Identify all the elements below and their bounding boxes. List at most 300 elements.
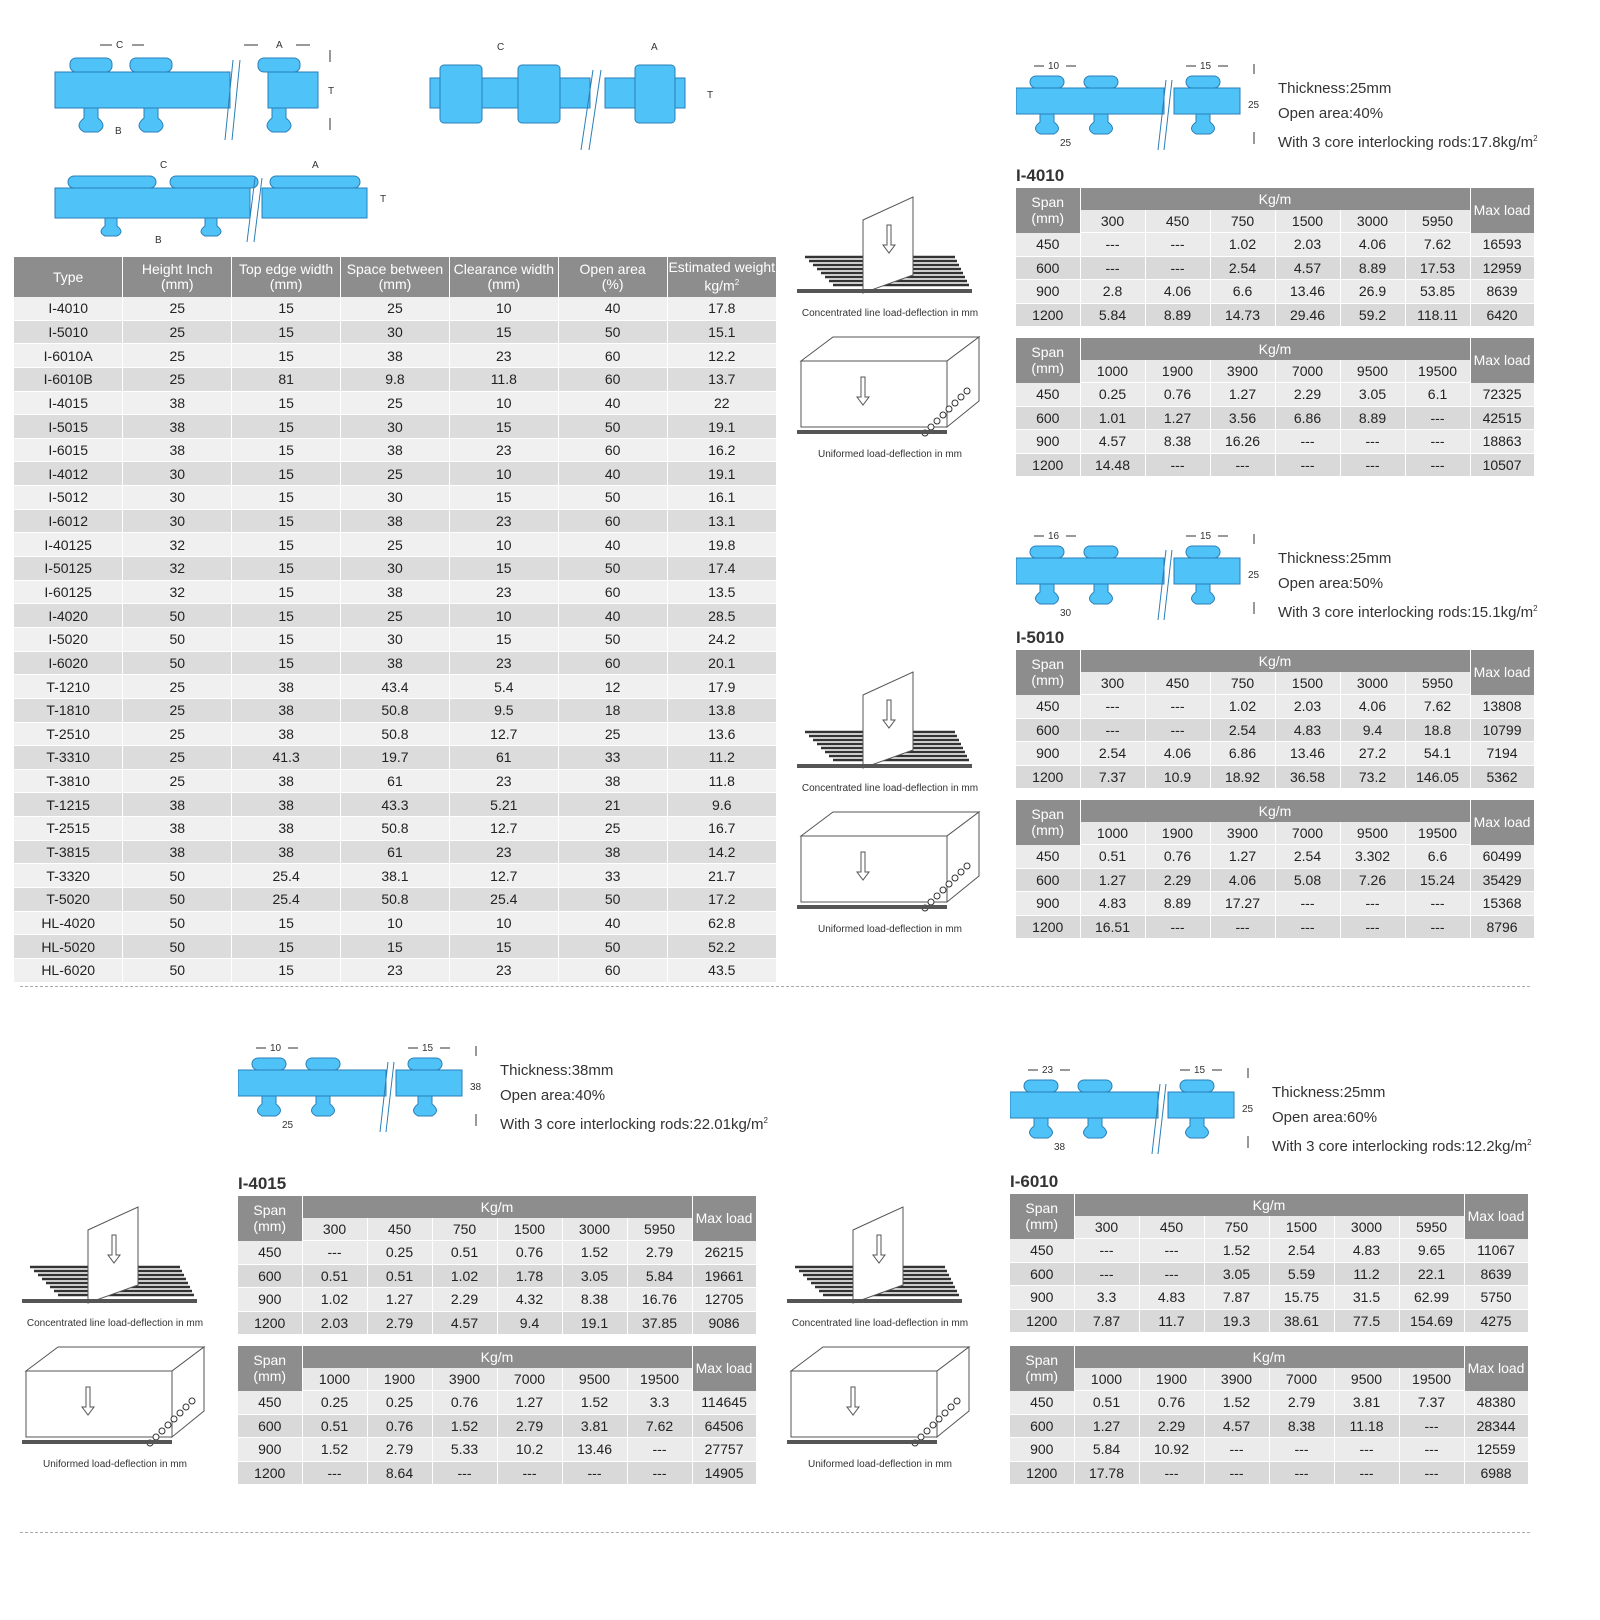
table-cell: I-6010A xyxy=(14,344,123,368)
table-cell: --- xyxy=(1145,718,1210,742)
table-cell: 12.7 xyxy=(449,817,558,841)
table-cell: 4.06 xyxy=(1340,233,1405,257)
rods-weight-sup: 2 xyxy=(1533,604,1538,613)
table-cell: 9086 xyxy=(692,1311,756,1335)
table-cell: 25 xyxy=(123,367,232,391)
table-cell: I-4015 xyxy=(14,391,123,415)
col-header-load: 5950 xyxy=(1405,210,1470,233)
table-cell: --- xyxy=(1340,430,1405,454)
col-header-load: 1000 xyxy=(1080,360,1145,383)
col-header-load: 9500 xyxy=(562,1368,627,1391)
table-cell: 25.4 xyxy=(232,888,341,912)
table-cell: 17.2 xyxy=(667,888,776,912)
dim-height-label: 38 xyxy=(470,1082,482,1093)
table-cell: --- xyxy=(562,1461,627,1485)
table-cell: --- xyxy=(1204,1438,1269,1462)
table-cell: --- xyxy=(1145,695,1210,719)
table-cell: 60499 xyxy=(1470,845,1534,869)
dim-pitch-label: 25 xyxy=(282,1120,294,1131)
dim-label-t: T xyxy=(707,90,714,101)
table-cell: 0.76 xyxy=(1145,383,1210,407)
table-row xyxy=(14,935,776,959)
dim-height-label: 25 xyxy=(1242,1104,1254,1115)
table-row xyxy=(238,1241,756,1265)
table-cell: 19.1 xyxy=(562,1311,627,1335)
uniform-load-caption: Uniformed load-deflection in mm xyxy=(43,1459,187,1470)
table-cell: --- xyxy=(1139,1239,1204,1263)
table-cell: 900 xyxy=(1016,280,1080,304)
table-cell: 10 xyxy=(449,462,558,486)
col-header-kgm: Kg/m xyxy=(1080,338,1470,360)
table-cell: 15 xyxy=(232,651,341,675)
table-cell: 3.3 xyxy=(627,1391,692,1415)
col-header-load: 750 xyxy=(1204,1216,1269,1239)
table-cell: 25 xyxy=(123,297,232,320)
table-cell: 8639 xyxy=(1470,280,1534,304)
col-header-load: 1500 xyxy=(497,1218,562,1241)
table-cell: 1.27 xyxy=(1145,406,1210,430)
table-cell: 50 xyxy=(558,320,667,344)
table-cell: 73.2 xyxy=(1340,765,1405,789)
table-cell: 1200 xyxy=(1016,303,1080,327)
table-cell: 5.59 xyxy=(1269,1262,1334,1286)
table-cell: 2.29 xyxy=(432,1288,497,1312)
table-cell: HL-6020 xyxy=(14,958,123,982)
table-cell: 38 xyxy=(123,415,232,439)
table-cell: 114645 xyxy=(692,1391,756,1415)
dim-label-t: T xyxy=(380,194,387,205)
table-cell: 25 xyxy=(341,391,450,415)
table-cell: 35429 xyxy=(1470,868,1534,892)
line-load-caption: Concentrated line load-deflection in mm xyxy=(801,783,979,794)
table-cell: 0.51 xyxy=(302,1264,367,1288)
uniform-load-table xyxy=(1016,800,1535,939)
col-header-load: 1900 xyxy=(1145,360,1210,383)
table-cell: 19.1 xyxy=(667,462,776,486)
table-cell: 12705 xyxy=(692,1288,756,1312)
table-cell: T-3815 xyxy=(14,840,123,864)
table-cell: HL-5020 xyxy=(14,935,123,959)
table-cell: --- xyxy=(627,1461,692,1485)
table-cell: 0.51 xyxy=(302,1414,367,1438)
col-header-kgm: Kg/m xyxy=(302,1346,692,1368)
table-cell: 61 xyxy=(449,746,558,770)
col-header-load: 300 xyxy=(302,1218,367,1241)
col-header-load: 9500 xyxy=(1340,822,1405,845)
panel-profile-diagram xyxy=(1016,58,1266,158)
table-cell: 7.37 xyxy=(1399,1391,1464,1415)
dim-height-label: 25 xyxy=(1248,570,1260,581)
table-cell: 64506 xyxy=(692,1414,756,1438)
table-cell: 450 xyxy=(1010,1239,1074,1263)
table-cell: 38 xyxy=(232,793,341,817)
table-cell: 1200 xyxy=(1010,1309,1074,1333)
col-header-space-between: Space between (mm) xyxy=(341,257,450,297)
table-cell: --- xyxy=(497,1461,562,1485)
table-cell: 2.03 xyxy=(1275,695,1340,719)
table-cell: 600 xyxy=(1010,1414,1074,1438)
table-cell: 19661 xyxy=(692,1264,756,1288)
table-cell: I-4012 xyxy=(14,462,123,486)
table-cell: 22 xyxy=(667,391,776,415)
table-cell: 9.6 xyxy=(667,793,776,817)
table-cell: --- xyxy=(1399,1438,1464,1462)
table-row xyxy=(1016,742,1534,766)
table-cell: 43.5 xyxy=(667,958,776,982)
table-cell: 14.2 xyxy=(667,840,776,864)
uniform-load-caption: Uniformed load-deflection in mm xyxy=(808,1459,952,1470)
table-cell: 38 xyxy=(341,580,450,604)
col-header-load: 450 xyxy=(367,1218,432,1241)
table-cell: 12.2 xyxy=(667,344,776,368)
table-row xyxy=(14,627,776,651)
table-row xyxy=(14,557,776,581)
table-cell: 10 xyxy=(449,533,558,557)
table-cell: 23 xyxy=(449,958,558,982)
col-header-span: Span (mm) xyxy=(1016,338,1080,383)
table-cell: 23 xyxy=(449,509,558,533)
table-cell: 0.76 xyxy=(1145,845,1210,869)
col-header-load: 750 xyxy=(1210,672,1275,695)
table-cell: 0.25 xyxy=(1080,383,1145,407)
table-cell: 50 xyxy=(558,627,667,651)
table-cell: 29.46 xyxy=(1275,303,1340,327)
col-header-kgm: Kg/m xyxy=(302,1196,692,1218)
table-cell: --- xyxy=(432,1461,497,1485)
col-header-kgm: Kg/m xyxy=(1080,800,1470,822)
table-cell: 18.92 xyxy=(1210,765,1275,789)
table-cell: 1.52 xyxy=(562,1391,627,1415)
table-cell: 50 xyxy=(123,864,232,888)
table-cell: I-5012 xyxy=(14,486,123,510)
table-cell: 25 xyxy=(558,722,667,746)
col-header-load: 19500 xyxy=(1399,1368,1464,1391)
table-row xyxy=(1010,1262,1528,1286)
dim-label-t: T xyxy=(328,86,335,97)
table-cell: 37.85 xyxy=(627,1311,692,1335)
table-cell: --- xyxy=(1334,1438,1399,1462)
table-cell: 8.38 xyxy=(562,1288,627,1312)
table-row xyxy=(1016,718,1534,742)
table-cell: 7.62 xyxy=(1405,233,1470,257)
table-row xyxy=(238,1414,756,1438)
col-header-load: 7000 xyxy=(497,1368,562,1391)
table-cell: 7194 xyxy=(1470,742,1534,766)
uniform-load-table xyxy=(1016,338,1535,477)
table-cell: T-3320 xyxy=(14,864,123,888)
table-cell: 25.4 xyxy=(449,888,558,912)
rods-weight-row xyxy=(1272,1130,1532,1159)
panel-specs xyxy=(1272,1080,1532,1159)
table-cell: 13.46 xyxy=(562,1438,627,1462)
col-header-span: Span (mm) xyxy=(1010,1346,1074,1391)
table-cell: 5.33 xyxy=(432,1438,497,1462)
table-cell: 40 xyxy=(558,391,667,415)
table-cell: 60 xyxy=(558,958,667,982)
table-cell: 15368 xyxy=(1470,892,1534,916)
table-cell: 10.92 xyxy=(1139,1438,1204,1462)
col-header-load: 1500 xyxy=(1269,1216,1334,1239)
table-cell: 6.6 xyxy=(1405,845,1470,869)
col-header-load: 300 xyxy=(1074,1216,1139,1239)
table-cell: 24.2 xyxy=(667,627,776,651)
table-row xyxy=(1016,256,1534,280)
col-header-load: 1500 xyxy=(1275,672,1340,695)
dim-label-c: C xyxy=(116,40,124,51)
table-row xyxy=(14,769,776,793)
table-cell: 10507 xyxy=(1470,453,1534,477)
table-cell: 13808 xyxy=(1470,695,1534,719)
table-cell: 38.61 xyxy=(1269,1309,1334,1333)
line-load-caption: Concentrated line load-deflection in mm xyxy=(791,1318,969,1329)
table-cell: 38 xyxy=(341,651,450,675)
line-load-caption: Concentrated line load-deflection in mm xyxy=(801,308,979,319)
concentrated-load-table xyxy=(1016,188,1535,327)
table-cell: 5362 xyxy=(1470,765,1534,789)
table-cell: 50 xyxy=(123,651,232,675)
table-cell: 13.46 xyxy=(1275,742,1340,766)
col-header-load: 3900 xyxy=(1210,360,1275,383)
col-header-span: Span (mm) xyxy=(238,1346,302,1391)
table-cell: 2.8 xyxy=(1080,280,1145,304)
table-cell: 27757 xyxy=(692,1438,756,1462)
table-cell: 50.8 xyxy=(341,698,450,722)
spec-table-header xyxy=(14,257,776,297)
table-cell: 77.5 xyxy=(1334,1309,1399,1333)
table-cell: 2.79 xyxy=(367,1311,432,1335)
dim-gap-label: 23 xyxy=(1042,1065,1054,1076)
table-row xyxy=(14,297,776,320)
table-cell: 11.18 xyxy=(1334,1414,1399,1438)
table-row xyxy=(1016,695,1534,719)
table-cell: I-4020 xyxy=(14,604,123,628)
table-cell: --- xyxy=(1210,915,1275,939)
rods-weight-text: With 3 core interlocking rods:15.1kg/m xyxy=(1278,604,1534,621)
table-cell: 1.52 xyxy=(562,1241,627,1265)
table-cell: --- xyxy=(1399,1461,1464,1485)
table-cell: 18 xyxy=(558,698,667,722)
table-cell: T-1210 xyxy=(14,675,123,699)
table-cell: 450 xyxy=(1010,1391,1074,1415)
table-cell: 25 xyxy=(558,817,667,841)
table-row xyxy=(238,1438,756,1462)
table-cell: 31.5 xyxy=(1334,1286,1399,1310)
col-header-load: 5950 xyxy=(1405,672,1470,695)
table-cell: 81 xyxy=(232,367,341,391)
table-cell: 30 xyxy=(341,486,450,510)
table-cell: 2.79 xyxy=(497,1414,562,1438)
table-cell: 36.58 xyxy=(1275,765,1340,789)
table-cell: 0.25 xyxy=(367,1391,432,1415)
thickness-text: Thickness:25mm xyxy=(1272,1084,1386,1101)
table-cell: 5.84 xyxy=(1074,1438,1139,1462)
uniform-load-caption: Uniformed load-deflection in mm xyxy=(818,924,962,935)
table-cell: 4.57 xyxy=(1204,1414,1269,1438)
table-cell: 1.52 xyxy=(1204,1391,1269,1415)
table-cell: 15 xyxy=(232,297,341,320)
table-cell: --- xyxy=(1145,915,1210,939)
rods-weight-text: With 3 core interlocking rods:17.8kg/m xyxy=(1278,134,1534,151)
table-cell: 7.62 xyxy=(627,1414,692,1438)
dim-top-label: 15 xyxy=(1200,61,1212,72)
table-cell: 15 xyxy=(232,935,341,959)
col-header-load: 3900 xyxy=(1210,822,1275,845)
table-cell: 25.4 xyxy=(232,864,341,888)
table-row xyxy=(1010,1239,1528,1263)
table-row xyxy=(1016,303,1534,327)
table-cell: 50 xyxy=(558,935,667,959)
table-cell: 17.27 xyxy=(1210,892,1275,916)
col-header-load: 7000 xyxy=(1269,1368,1334,1391)
table-cell: 8796 xyxy=(1470,915,1534,939)
table-cell: 15 xyxy=(232,911,341,935)
table-cell: 15 xyxy=(232,462,341,486)
table-cell: 41.3 xyxy=(232,746,341,770)
table-cell: 5.08 xyxy=(1275,868,1340,892)
uniform-load-caption: Uniformed load-deflection in mm xyxy=(818,449,962,460)
col-header-span: Span (mm) xyxy=(1016,650,1080,695)
table-cell: 60 xyxy=(558,651,667,675)
table-cell: 50 xyxy=(123,911,232,935)
table-cell: 1.27 xyxy=(367,1288,432,1312)
table-cell: 600 xyxy=(238,1264,302,1288)
table-cell: --- xyxy=(1275,453,1340,477)
table-row xyxy=(14,817,776,841)
table-cell: 50 xyxy=(123,958,232,982)
table-cell: 33 xyxy=(558,746,667,770)
table-cell: 16.76 xyxy=(627,1288,692,1312)
section-divider xyxy=(20,1532,1530,1533)
table-cell: 0.76 xyxy=(432,1391,497,1415)
table-cell: 1200 xyxy=(238,1461,302,1485)
table-cell: 1.02 xyxy=(1210,695,1275,719)
table-cell: 40 xyxy=(558,533,667,557)
col-header-open-area: Open area (%) xyxy=(558,257,667,297)
table-cell: 15 xyxy=(232,533,341,557)
table-cell: 0.51 xyxy=(1074,1391,1139,1415)
table-row xyxy=(14,958,776,982)
table-cell: 3.81 xyxy=(562,1414,627,1438)
table-cell: 25 xyxy=(341,604,450,628)
table-cell: 450 xyxy=(238,1391,302,1415)
table-cell: 17.78 xyxy=(1074,1461,1139,1485)
col-header-load: 3000 xyxy=(1340,672,1405,695)
col-header-load: 5950 xyxy=(1399,1216,1464,1239)
table-cell: 600 xyxy=(1010,1262,1074,1286)
col-header-kgm: Kg/m xyxy=(1080,650,1470,672)
table-cell: --- xyxy=(1405,453,1470,477)
table-cell: 38 xyxy=(558,769,667,793)
table-cell: 4.57 xyxy=(1275,256,1340,280)
table-cell: --- xyxy=(1405,406,1470,430)
table-cell: 25 xyxy=(341,462,450,486)
table-cell: --- xyxy=(302,1461,367,1485)
table-cell: 1.27 xyxy=(1080,868,1145,892)
table-cell: 450 xyxy=(1016,383,1080,407)
table-cell: 2.54 xyxy=(1210,256,1275,280)
line-load-illustration xyxy=(785,1205,975,1315)
table-row xyxy=(14,864,776,888)
table-cell: 38 xyxy=(232,675,341,699)
table-cell: 5.4 xyxy=(449,675,558,699)
table-cell: 1200 xyxy=(1016,453,1080,477)
panel-profile-diagram xyxy=(1010,1062,1260,1162)
table-cell: 14.48 xyxy=(1080,453,1145,477)
open-area-text: Open area:60% xyxy=(1272,1109,1378,1126)
table-cell: 2.54 xyxy=(1269,1239,1334,1263)
panel-title: I-6010 xyxy=(1010,1172,1059,1191)
table-cell: 1.27 xyxy=(1210,845,1275,869)
table-cell: 23 xyxy=(449,438,558,462)
table-cell: HL-4020 xyxy=(14,911,123,935)
table-cell: I-6015 xyxy=(14,438,123,462)
table-cell: 23 xyxy=(449,580,558,604)
table-cell: 17.4 xyxy=(667,557,776,581)
dim-top-label: 15 xyxy=(1200,531,1212,542)
col-header-load: 19500 xyxy=(1405,360,1470,383)
col-header-load: 7000 xyxy=(1275,822,1340,845)
table-cell: 15.24 xyxy=(1405,868,1470,892)
col-header-load: 300 xyxy=(1080,210,1145,233)
concentrated-load-table xyxy=(1016,650,1535,789)
table-cell: 7.87 xyxy=(1074,1309,1139,1333)
dim-height-label: 25 xyxy=(1248,100,1260,111)
table-cell: 2.79 xyxy=(627,1241,692,1265)
table-cell: --- xyxy=(1080,718,1145,742)
table-cell: 16.2 xyxy=(667,438,776,462)
table-cell: 1200 xyxy=(1016,915,1080,939)
col-header-kgm: Kg/m xyxy=(1080,188,1470,210)
table-cell: T-1215 xyxy=(14,793,123,817)
table-cell: 38 xyxy=(123,817,232,841)
table-cell: 7.87 xyxy=(1204,1286,1269,1310)
table-cell: --- xyxy=(1334,1461,1399,1485)
table-cell: 1.27 xyxy=(1210,383,1275,407)
uniform-load-table xyxy=(238,1346,757,1485)
table-cell: 2.29 xyxy=(1145,868,1210,892)
table-cell: 6.6 xyxy=(1210,280,1275,304)
table-cell: 50 xyxy=(123,888,232,912)
table-cell: 15 xyxy=(449,935,558,959)
table-cell: 1200 xyxy=(1016,765,1080,789)
table-row xyxy=(1010,1286,1528,1310)
table-cell: 38 xyxy=(123,391,232,415)
table-cell: 3.05 xyxy=(562,1264,627,1288)
col-header-span: Span (mm) xyxy=(1016,800,1080,845)
table-cell: 16.51 xyxy=(1080,915,1145,939)
col-header-max-load: Max load xyxy=(1470,188,1534,233)
table-cell: 15 xyxy=(449,557,558,581)
open-area-text: Open area:50% xyxy=(1278,575,1384,592)
table-row xyxy=(14,840,776,864)
table-cell: 25 xyxy=(123,698,232,722)
dim-gap-label: 10 xyxy=(1048,61,1060,72)
table-cell: 0.51 xyxy=(432,1241,497,1265)
table-cell: I-6010B xyxy=(14,367,123,391)
rods-weight-row xyxy=(500,1108,768,1137)
table-cell: 8.38 xyxy=(1145,430,1210,454)
table-cell: 38 xyxy=(232,722,341,746)
dim-gap-label: 16 xyxy=(1048,531,1060,542)
table-cell: --- xyxy=(1269,1438,1334,1462)
col-header-top-edge: Top edge width (mm) xyxy=(232,257,341,297)
dim-label-a: A xyxy=(312,160,319,171)
col-header-max-load: Max load xyxy=(1464,1194,1528,1239)
col-header-load: 450 xyxy=(1145,210,1210,233)
table-cell: 15 xyxy=(232,557,341,581)
table-cell: 43.4 xyxy=(341,675,450,699)
table-cell: I-4010 xyxy=(14,297,123,320)
